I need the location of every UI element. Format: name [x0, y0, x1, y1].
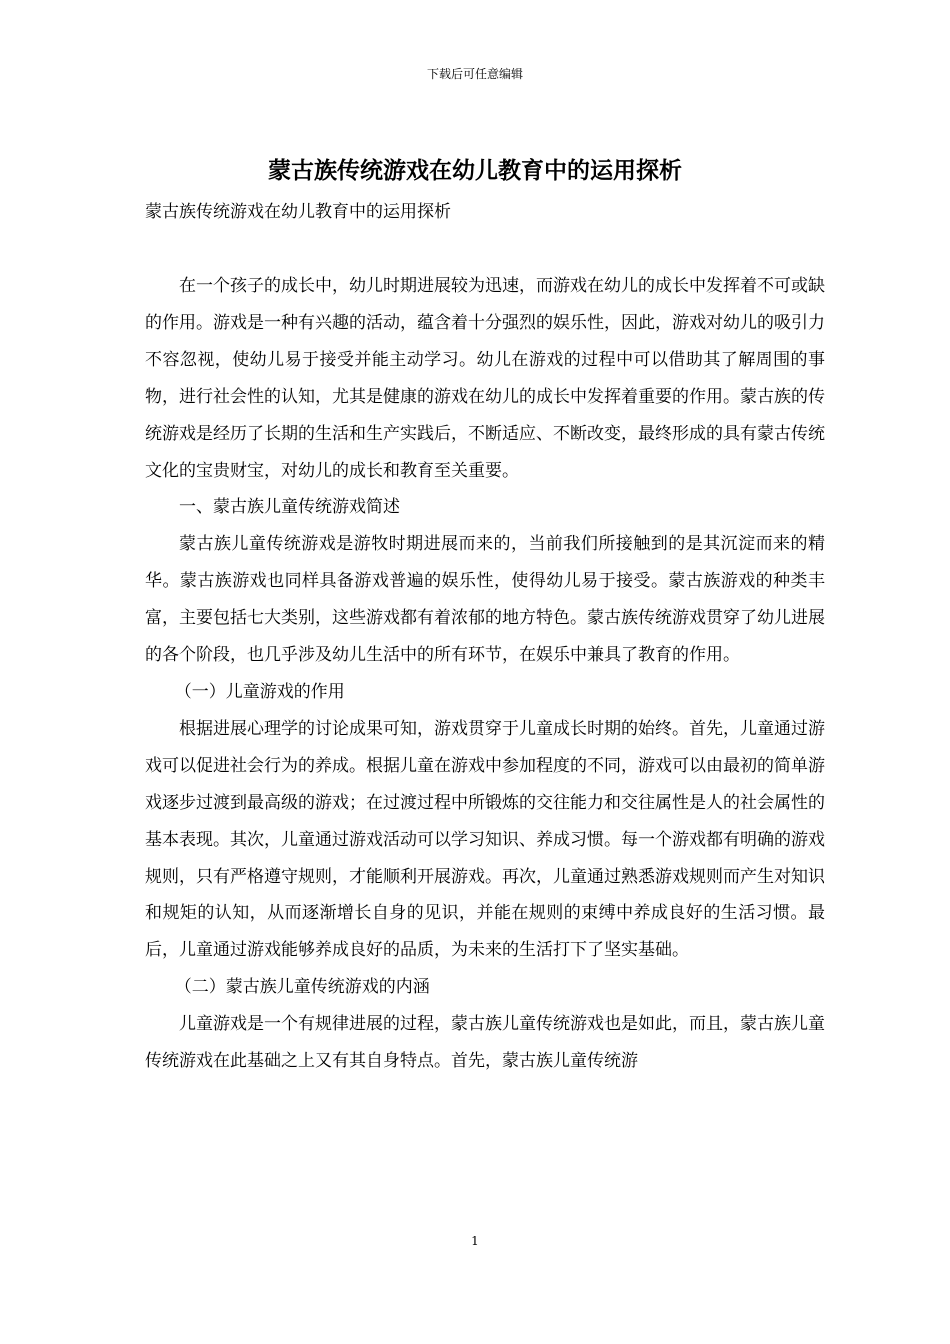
subsection-heading-1: （一）儿童游戏的作用	[174, 681, 345, 702]
document-subtitle: 蒙古族传统游戏在幼儿教育中的运用探析	[145, 202, 451, 222]
paragraph-intro: 在一个孩子的成长中，幼儿时期进展较为迅速，而游戏在幼儿的成长中发挥着不可或缺的作用。游戏是一种有兴趣的活动，蕴含着十分强烈的娱乐性，因此，游戏对幼儿的吸引力不容忽视，使幼儿易于接受并能主动学习。幼儿在游戏的过程中可以借助其了解周围的事物，进行社会性的认知，尤其是健康的游戏在幼儿的成长中发挥着重要的作用。蒙古族的传统游戏是经历了长期的生活和生产实践后，不断适应、不断改变，最终形成的具有蒙古传统文化的宝贵财宝，对幼儿的成长和教育至关重要。	[145, 276, 825, 481]
paragraph-connotation: 儿童游戏是一个有规律进展的过程，蒙古族儿童传统游戏也是如此，而且，蒙古族儿童传统游戏在此基础之上又有其自身特点。首先，蒙古族儿童传统游	[145, 1014, 825, 1072]
header-note: 下载后可任意编辑	[426, 67, 523, 81]
page-number: 1	[471, 1234, 479, 1248]
document-title: 蒙古族传统游戏在幼儿教育中的运用探析	[268, 157, 682, 184]
document-body	[145, 268, 825, 1080]
paragraph-overview: 蒙古族儿童传统游戏是游牧时期进展而来的，当前我们所接触到的是其沉淀而来的精华。蒙古族游戏也同样具备游戏普遍的娱乐性，使得幼儿易于接受。蒙古族游戏的种类丰富，主要包括七大类别，这些游戏都有着浓郁的地方特色。蒙古族传统游戏贯穿了幼儿进展的各个阶段，也几乎涉及幼儿生活中的所有环节，在娱乐中兼具了教育的作用。	[145, 534, 825, 666]
paragraph-game-role: 根据进展心理学的讨论成果可知，游戏贯穿于儿童成长时期的始终。首先，儿童通过游戏可以促进社会行为的养成。根据儿童在游戏中参加程度的不同，游戏可以由最初的简单游戏逐步过渡到最高级的游戏；在过渡过程中所锻炼的交往能力和交往属性是人的社会属性的基本表现。其次，儿童通过游戏活动可以学习知识、养成习惯。每一个游戏都有明确的游戏规则，只有严格遵守规则，才能顺利开展游戏。再次，儿童通过熟悉游戏规则而产生对知识和规矩的认知，从而逐渐增长自身的见识，并能在规则的束缚中养成良好的生活习惯。最后，儿童通过游戏能够养成良好的品质，为未来的生活打下了坚实基础。	[145, 718, 825, 961]
section-heading-1: 一、蒙古族儿童传统游戏简述	[179, 497, 400, 518]
subsection-heading-2: （二）蒙古族儿童传统游戏的内涵	[174, 977, 430, 998]
